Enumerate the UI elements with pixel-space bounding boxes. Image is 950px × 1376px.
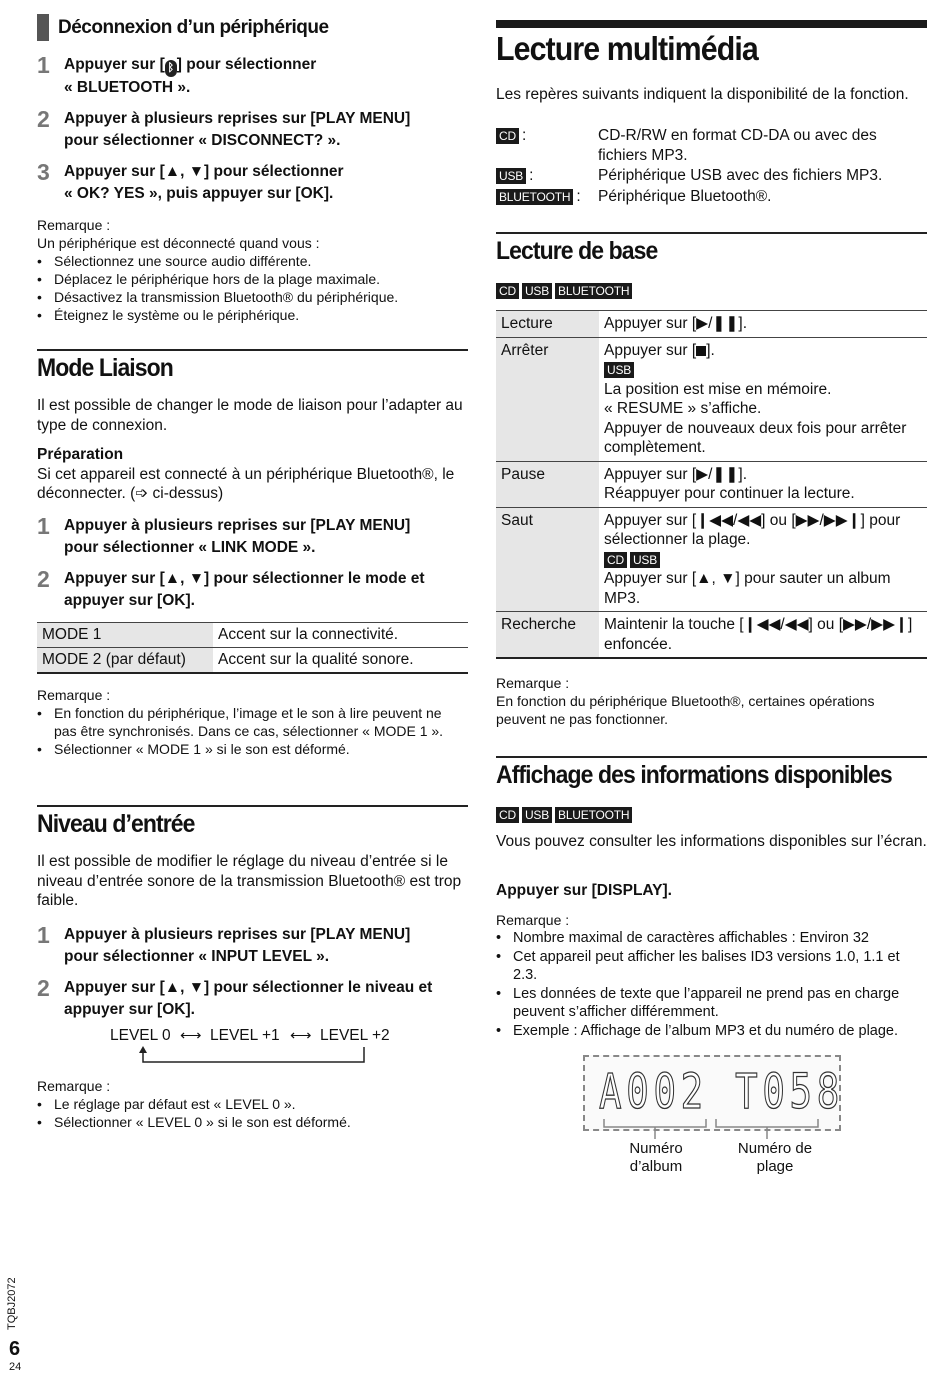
step [37,54,468,99]
step-number: 2 [37,106,50,132]
table-cell: Lecture [496,311,599,338]
info-tags [496,806,635,824]
link-mode-steps [37,515,468,612]
divider [496,232,927,234]
cell-text: « RESUME » s’affiche. [604,400,762,417]
disconnect-title: Déconnexion d’un périphérique [58,16,329,38]
table-cell: Arrêter [496,337,599,461]
album-label: Numéro d’album [629,1140,683,1175]
divider [37,349,468,351]
table-cell: Saut [496,507,599,612]
step-number: 3 [37,159,50,185]
tag-cd: CD [496,128,519,144]
table-cell: Accent sur la qualité sonore. [213,648,468,674]
input-level-intro: Il est possible de modifier le réglage du niveau d’entrée si le niveau d’entrée sonore de la transmission Bluetooth® est trop faible. [37,853,462,909]
step-text: pour sélectionner « INPUT LEVEL ». [64,948,329,965]
note-intro: Un périphérique est déconnecté quand vous : [37,235,320,251]
legend-sep: : [576,187,581,205]
table-row [496,311,927,338]
divider [37,805,468,807]
page-number: 6 [9,1338,21,1360]
step [37,161,468,205]
legend-sep: : [529,167,534,184]
page-subnumber: 24 [9,1361,22,1373]
step-number: 1 [37,52,50,78]
double-arrow-icon: ⟷ [180,1027,202,1044]
list-item: • Le réglage par défaut est « LEVEL 0 ». [37,1095,468,1113]
legend-text: Périphérique USB avec des fichiers MP3. [598,167,883,184]
step-text: ] pour sélectionner [176,56,317,73]
step-text: Appuyer sur [ [64,56,165,73]
level-label: LEVEL +2 [320,1027,390,1044]
list-item: • En fonction du périphérique, l’image et le son à lire peuvent ne pas être synchronisés. Dans ce cas, sélectionner « MODE 1 ». [37,704,468,740]
level-label: LEVEL 0 [110,1027,171,1044]
cell-text: Appuyer sur [ [604,341,697,359]
tag-usb: USB [522,283,552,299]
disconnect-note [37,216,468,324]
track-label: Numéro de plage [737,1140,813,1175]
note-label: Remarque : [37,217,111,233]
note-label: Remarque : [37,1078,111,1094]
table-cell: Maintenir la touche [❙◀◀/◀◀] ou [▶▶/▶▶❙] enfoncée. [599,612,927,659]
table-cell: Accent sur la connectivité. [213,623,468,648]
level-label: LEVEL +1 [210,1027,280,1044]
doc-code: TQBJ2072 [6,1277,18,1330]
cell-text: Appuyer sur [▲, ▼] pour sauter un album MP3. [604,570,891,607]
tag-usb: USB [522,807,552,823]
list-item: • Sélectionner « LEVEL 0 » si le son est déformé. [37,1113,468,1131]
segment-display: A002 T058 [599,1064,844,1120]
list-item: • Sélectionnez une source audio différente. [37,252,468,270]
stop-icon [696,346,706,356]
tag-usb: USB [630,552,660,568]
basic-note [496,674,927,728]
list-item: • Déplacez le périphérique hors de la plage maximale. [37,270,468,288]
media-legend [496,126,927,206]
step-text: Appuyer sur [▲, ▼] pour sélectionner le mode et [64,570,425,587]
step-text: « OK? YES », puis appuyer sur [OK]. [64,185,334,202]
list-item: • Désactivez la transmission Bluetooth® du périphérique. [37,288,468,306]
step-number: 1 [37,513,50,539]
step [37,515,468,559]
input-level-note [37,1077,468,1131]
tag-usb: USB [496,168,526,184]
link-mode-intro: Il est possible de changer le mode de liaison pour l’adapter au type de connexion. [37,397,463,434]
cell-text: La position est mise en mémoire. [604,380,832,398]
tag-bluetooth: BLUETOOTH [555,807,632,823]
step-text: appuyer sur [OK]. [64,592,195,609]
step-number: 2 [37,566,50,592]
tag-bluetooth: BLUETOOTH [555,283,632,299]
step-text: Appuyer à plusieurs reprises sur [PLAY MENU] [64,517,411,534]
preparation-text: Si cet appareil est connecté à un périphérique Bluetooth®, le déconnecter. (➩ ci-dessus) [37,465,455,502]
table-cell: MODE 1 [37,623,213,648]
divider [496,756,927,758]
table-cell [599,461,927,507]
step [37,924,468,968]
step-number: 1 [37,922,50,948]
legend-text: CD-R/RW en format CD-DA ou avec des fichiers MP3. [598,127,877,164]
cell-text: Appuyer de nouveaux deux fois pour arrêter complètement. [604,419,907,456]
loop-arrow-icon [110,1045,410,1067]
step-text: pour sélectionner « LINK MODE ». [64,539,316,556]
list-item: • Nombre maximal de caractères affichables : Environ 32 [496,929,927,948]
table-cell [599,507,927,612]
level-diagram [110,1027,410,1067]
list-item: • Les données de texte que l’appareil ne prend pas en charge peuvent s’afficher différemment. [496,985,927,1022]
step [37,568,468,612]
note-label: Remarque : [37,687,111,703]
step-text: Appuyer à plusieurs reprises sur [PLAY MENU] [64,926,411,943]
page-title: Lecture multimédia [496,30,758,67]
link-mode-title: Mode Liaison [37,354,173,382]
table-row [496,612,927,659]
link-mode-table [37,622,468,674]
basic-tags [496,282,635,300]
cell-text: Réappuyer pour continuer la lecture. [604,485,855,502]
basic-title: Lecture de base [496,237,658,265]
list-item: • Cet appareil peut afficher les balises ID3 versions 1.0, 1.1 et 2.3. [496,948,927,985]
preparation-label: Préparation [37,446,124,463]
table-row [496,461,927,507]
cell-text: Appuyer sur [▶/❚❚]. [604,465,747,483]
step-text: Appuyer à plusieurs reprises sur [PLAY MENU] [64,110,411,127]
list-item: • Sélectionner « MODE 1 » si le son est déformé. [37,740,468,758]
bluetooth-icon: ᛒ [165,60,177,77]
cell-text: Appuyer sur [❙◀◀/◀◀] ou [▶▶/▶▶❙] pour sélectionner la plage. [604,511,901,548]
info-title: Affichage des informations disponibles [496,761,892,789]
tag-usb: USB [604,362,634,378]
title-bar [496,20,927,28]
table-cell [599,337,927,461]
step [37,977,468,1021]
input-level-steps [37,924,468,1021]
legend-sep: : [521,127,527,144]
table-row [496,337,927,461]
step-text: « BLUETOOTH ». [64,79,191,96]
step-text: pour sélectionner « DISCONNECT? ». [64,132,341,149]
step-text: Appuyer sur [▲, ▼] pour sélectionner le niveau et [64,979,433,996]
legend-row [496,166,927,186]
tag-cd: CD [496,807,519,823]
step-text: appuyer sur [OK]. [64,1001,195,1018]
step [37,108,468,152]
disconnect-steps [37,54,468,205]
cell-text: ]. [706,341,715,359]
disconnect-section [37,14,468,41]
step-text: Appuyer sur [▲, ▼] pour sélectionner [64,163,344,180]
legend-row [496,126,927,165]
media-intro: Les repères suivants indiquent la disponibilité de la fonction. [496,86,909,103]
list-item: • Exemple : Affichage de l’album MP3 et du numéro de plage. [496,1022,927,1041]
link-mode-note [37,686,468,758]
double-arrow-icon: ⟷ [290,1027,312,1044]
note-label: Remarque : [496,912,570,928]
legend-text: Périphérique Bluetooth®. [598,187,772,205]
section-bar [37,14,49,41]
table-row [37,623,468,648]
table-cell: Recherche [496,612,599,659]
table-cell: Appuyer sur [▶/❚❚]. [599,311,927,338]
note-label: Remarque : [496,675,570,691]
display-brackets [596,1117,826,1141]
table-row [37,648,468,674]
list-item: • Éteignez le système ou le périphérique. [37,306,468,324]
legend-row [496,187,927,207]
table-cell: MODE 2 (par défaut) [37,648,213,674]
tag-cd: CD [496,283,519,299]
info-note [496,911,927,1040]
preparation [37,445,468,504]
info-action: Appuyer sur [DISPLAY]. [496,882,672,899]
step-number: 2 [37,975,50,1001]
tag-bluetooth: BLUETOOTH [496,189,573,205]
info-intro: Vous pouvez consulter les informations disponibles sur l’écran. [496,833,927,850]
input-level-title: Niveau d’entrée [37,810,195,838]
basic-table [496,310,927,659]
note-text: En fonction du périphérique Bluetooth®, certaines opérations peuvent ne pas fonctionner. [496,693,875,727]
tag-cd: CD [604,552,627,568]
table-row [496,507,927,612]
table-cell: Pause [496,461,599,507]
